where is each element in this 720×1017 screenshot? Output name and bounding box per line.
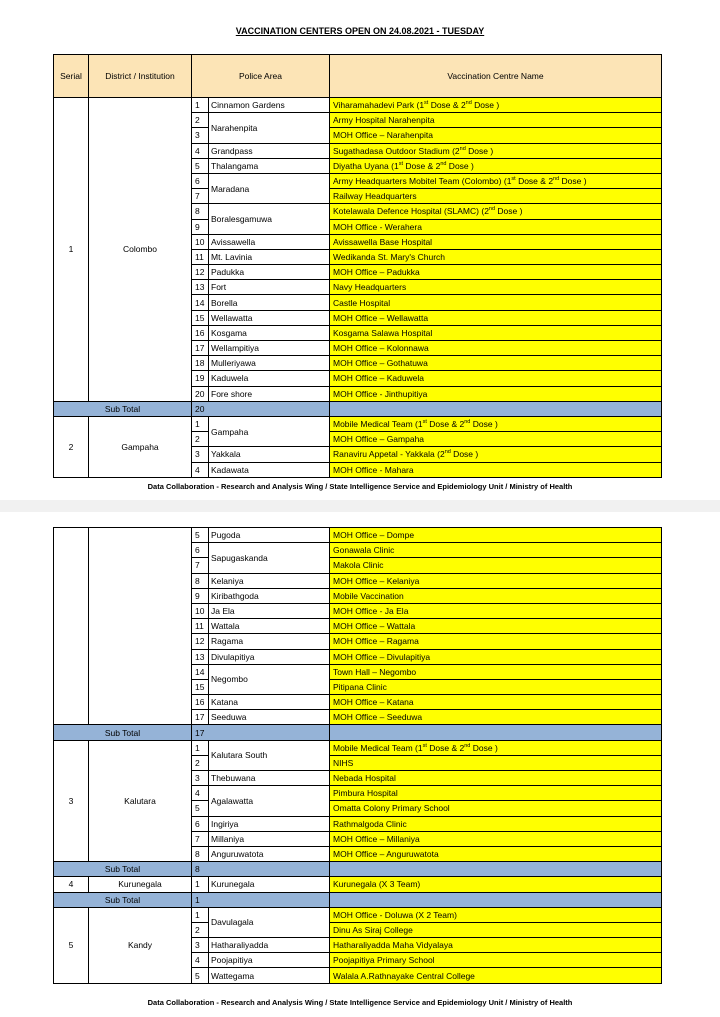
vaccination-centre-name: Pimbura Hospital — [330, 786, 662, 801]
district-cell: Kalutara — [89, 740, 192, 862]
district-cell: Colombo — [89, 98, 192, 402]
vaccination-centre-name: MOH Office - Ja Ela — [330, 603, 662, 618]
police-area-cell: Gampaha — [209, 416, 330, 446]
serial-cell: 3 — [54, 740, 89, 862]
row-number: 19 — [192, 371, 209, 386]
row-number: 5 — [192, 801, 209, 816]
row-number: 6 — [192, 173, 209, 188]
page-separator — [0, 500, 720, 512]
vaccination-table-part-1 — [53, 54, 662, 478]
police-area-cell: Borella — [209, 295, 330, 310]
district-cell: Gampaha — [89, 416, 192, 477]
police-area-cell: Millaniya — [209, 831, 330, 846]
sub-total-label: Sub Total — [54, 401, 192, 416]
vaccination-centre-name: Mobile Medical Team (1st Dose & 2nd Dose ) — [330, 416, 662, 431]
table-row — [54, 907, 662, 922]
vaccination-centre-name: MOH Office – Katana — [330, 695, 662, 710]
vaccination-centre-name: MOH Office - Mahara — [330, 462, 662, 477]
table-row — [54, 98, 662, 113]
vaccination-centre-name: Army Headquarters Mobitel Team (Colombo) (1st Dose & 2nd Dose ) — [330, 173, 662, 188]
vaccination-centre-name: MOH Office – Padukka — [330, 265, 662, 280]
vaccination-centre-name: Kosgama Salawa Hospital — [330, 325, 662, 340]
vaccination-centre-name: Army Hospital Narahenpita — [330, 113, 662, 128]
police-area-cell: Maradana — [209, 173, 330, 203]
sub-total-label: Sub Total — [54, 892, 192, 907]
police-area-cell: Wattala — [209, 619, 330, 634]
footer-credit: Data Collaboration - Research and Analysis Wing / State Intelligence Service and Epidemiology Unit / Ministry of Health — [147, 482, 573, 491]
row-number: 1 — [192, 98, 209, 113]
police-area-cell: Sapugaskanda — [209, 543, 330, 573]
police-area-cell: Wellampitiya — [209, 341, 330, 356]
row-number: 16 — [192, 325, 209, 340]
row-number: 2 — [192, 113, 209, 128]
police-area-cell: Ja Ela — [209, 603, 330, 618]
police-area-cell: Negombo — [209, 664, 330, 694]
police-area-cell: Divulapitiya — [209, 649, 330, 664]
row-number: 1 — [192, 877, 209, 892]
row-number: 17 — [192, 341, 209, 356]
vaccination-centre-name: MOH Office – Anguruwatota — [330, 846, 662, 861]
sub-total-value: 8 — [192, 862, 330, 877]
header-centre-name: Vaccination Centre Name — [330, 55, 662, 98]
vaccination-centre-name: MOH Office – Seeduwa — [330, 710, 662, 725]
row-number: 3 — [192, 447, 209, 462]
table-header-row — [54, 55, 662, 98]
row-number: 1 — [192, 907, 209, 922]
vaccination-centre-name: MOH Office – Divulapitiya — [330, 649, 662, 664]
police-area-cell: Poojapitiya — [209, 953, 330, 968]
row-number: 1 — [192, 416, 209, 431]
table-row — [54, 528, 662, 543]
vaccination-centre-name: Mobile Medical Team (1st Dose & 2nd Dose ) — [330, 740, 662, 755]
district-cell — [89, 528, 192, 725]
vaccination-centre-name: MOH Office – Dompe — [330, 528, 662, 543]
sub-total-blank — [330, 725, 662, 740]
serial-cell — [54, 528, 89, 725]
police-area-cell: Kurunegala — [209, 877, 330, 892]
vaccination-centre-name: Rathmalgoda Clinic — [330, 816, 662, 831]
table-row — [54, 416, 662, 431]
vaccination-centre-name: MOH Office - Werahera — [330, 219, 662, 234]
document-title: VACCINATION CENTERS OPEN ON 24.08.2021 - TUESDAY — [235, 26, 485, 36]
police-area-cell: Kiribathgoda — [209, 588, 330, 603]
vaccination-centre-name: Gonawala Clinic — [330, 543, 662, 558]
row-number: 4 — [192, 462, 209, 477]
vaccination-centre-name: Navy Headquarters — [330, 280, 662, 295]
row-number: 12 — [192, 634, 209, 649]
sub-total-value: 20 — [192, 401, 330, 416]
row-number: 10 — [192, 603, 209, 618]
police-area-cell: Davulagala — [209, 907, 330, 937]
police-area-cell: Thebuwana — [209, 771, 330, 786]
row-number: 9 — [192, 588, 209, 603]
table-row — [54, 740, 662, 755]
district-cell: Kandy — [89, 907, 192, 983]
vaccination-centre-name: Castle Hospital — [330, 295, 662, 310]
sub-total-row — [54, 892, 662, 907]
vaccination-table-part-2 — [53, 527, 662, 984]
footer-credit: Data Collaboration - Research and Analysis Wing / State Intelligence Service and Epidemiology Unit / Ministry of Health — [147, 998, 573, 1007]
row-number: 10 — [192, 234, 209, 249]
row-number: 16 — [192, 695, 209, 710]
row-number: 11 — [192, 249, 209, 264]
row-number: 4 — [192, 953, 209, 968]
vaccination-centre-name: Walala A.Rathnayake Central College — [330, 968, 662, 983]
vaccination-centre-name: Viharamahadevi Park (1st Dose & 2nd Dose ) — [330, 98, 662, 113]
police-area-cell: Yakkala — [209, 447, 330, 462]
vaccination-centre-name: MOH Office – Kolonnawa — [330, 341, 662, 356]
sub-total-label: Sub Total — [54, 862, 192, 877]
police-area-cell: Pugoda — [209, 528, 330, 543]
police-area-cell: Fore shore — [209, 386, 330, 401]
serial-cell: 1 — [54, 98, 89, 402]
police-area-cell: Kelaniya — [209, 573, 330, 588]
vaccination-centre-name: Avissawella Base Hospital — [330, 234, 662, 249]
vaccination-centre-name: Poojapitiya Primary School — [330, 953, 662, 968]
row-number: 5 — [192, 968, 209, 983]
vaccination-centre-name: Town Hall – Negombo — [330, 664, 662, 679]
sub-total-value: 17 — [192, 725, 330, 740]
row-number: 4 — [192, 786, 209, 801]
vaccination-centre-name: Sugathadasa Outdoor Stadium (2nd Dose ) — [330, 143, 662, 158]
row-number: 18 — [192, 356, 209, 371]
vaccination-centre-name: MOH Office – Wellawatta — [330, 310, 662, 325]
row-number: 3 — [192, 938, 209, 953]
police-area-cell: Grandpass — [209, 143, 330, 158]
row-number: 8 — [192, 573, 209, 588]
row-number: 17 — [192, 710, 209, 725]
police-area-cell: Wellawatta — [209, 310, 330, 325]
sub-total-blank — [330, 401, 662, 416]
sub-total-row — [54, 725, 662, 740]
vaccination-centre-name: Wedikanda St. Mary's Church — [330, 249, 662, 264]
row-number: 14 — [192, 664, 209, 679]
vaccination-centre-name: Omatta Colony Primary School — [330, 801, 662, 816]
header-police-area: Police Area — [192, 55, 330, 98]
vaccination-centre-name: Mobile Vaccination — [330, 588, 662, 603]
vaccination-centre-name: Nebada Hospital — [330, 771, 662, 786]
vaccination-centre-name: Makola Clinic — [330, 558, 662, 573]
police-area-cell: Wattegama — [209, 968, 330, 983]
vaccination-centre-name: Kurunegala (X 3 Team) — [330, 877, 662, 892]
row-number: 3 — [192, 128, 209, 143]
row-number: 2 — [192, 922, 209, 937]
police-area-cell: Kaduwela — [209, 371, 330, 386]
row-number: 13 — [192, 280, 209, 295]
police-area-cell: Fort — [209, 280, 330, 295]
row-number: 9 — [192, 219, 209, 234]
vaccination-centre-name: Dinu As Siraj College — [330, 922, 662, 937]
document-page-1 — [0, 0, 720, 500]
vaccination-centre-name: NIHS — [330, 755, 662, 770]
document-page-2 — [0, 512, 720, 1017]
police-area-cell: Narahenpita — [209, 113, 330, 143]
police-area-cell: Mt. Lavinia — [209, 249, 330, 264]
vaccination-centre-name: MOH Office – Kelaniya — [330, 573, 662, 588]
vaccination-centre-name: MOH Office – Millaniya — [330, 831, 662, 846]
row-number: 1 — [192, 740, 209, 755]
row-number: 7 — [192, 189, 209, 204]
row-number: 2 — [192, 432, 209, 447]
police-area-cell: Ingiriya — [209, 816, 330, 831]
row-number: 15 — [192, 679, 209, 694]
vaccination-centre-name: Diyatha Uyana (1st Dose & 2nd Dose ) — [330, 158, 662, 173]
serial-cell: 4 — [54, 877, 89, 892]
police-area-cell: Boralesgamuwa — [209, 204, 330, 234]
row-number: 5 — [192, 158, 209, 173]
district-cell: Kurunegala — [89, 877, 192, 892]
police-area-cell: Mulleriyawa — [209, 356, 330, 371]
sub-total-row — [54, 401, 662, 416]
row-number: 11 — [192, 619, 209, 634]
police-area-cell: Agalawatta — [209, 786, 330, 816]
table-row — [54, 877, 662, 892]
vaccination-centre-name: MOH Office - Doluwa (X 2 Team) — [330, 907, 662, 922]
vaccination-centre-name: Hatharaliyadda Maha Vidyalaya — [330, 938, 662, 953]
police-area-cell: Kosgama — [209, 325, 330, 340]
row-number: 7 — [192, 831, 209, 846]
police-area-cell: Avissawella — [209, 234, 330, 249]
sub-total-label: Sub Total — [54, 725, 192, 740]
police-area-cell: Katana — [209, 695, 330, 710]
serial-cell: 2 — [54, 416, 89, 477]
row-number: 13 — [192, 649, 209, 664]
police-area-cell: Thalangama — [209, 158, 330, 173]
vaccination-centre-name: MOH Office – Wattala — [330, 619, 662, 634]
vaccination-centre-name: MOH Office – Narahenpita — [330, 128, 662, 143]
vaccination-centre-name: MOH Office – Gampaha — [330, 432, 662, 447]
row-number: 7 — [192, 558, 209, 573]
header-district: District / Institution — [89, 55, 192, 98]
row-number: 14 — [192, 295, 209, 310]
vaccination-centre-name: MOH Office – Kaduwela — [330, 371, 662, 386]
police-area-cell: Ragama — [209, 634, 330, 649]
sub-total-row — [54, 862, 662, 877]
row-number: 8 — [192, 846, 209, 861]
header-serial: Serial — [54, 55, 89, 98]
vaccination-centre-name: Pitipana Clinic — [330, 679, 662, 694]
police-area-cell: Anguruwatota — [209, 846, 330, 861]
row-number: 12 — [192, 265, 209, 280]
row-number: 2 — [192, 755, 209, 770]
row-number: 4 — [192, 143, 209, 158]
police-area-cell: Hatharaliyadda — [209, 938, 330, 953]
row-number: 3 — [192, 771, 209, 786]
police-area-cell: Kalutara South — [209, 740, 330, 770]
vaccination-centre-name: MOH Office - Jinthupitiya — [330, 386, 662, 401]
row-number: 15 — [192, 310, 209, 325]
sub-total-blank — [330, 862, 662, 877]
sub-total-value: 1 — [192, 892, 330, 907]
vaccination-centre-name: MOH Office – Ragama — [330, 634, 662, 649]
police-area-cell: Seeduwa — [209, 710, 330, 725]
vaccination-centre-name: Railway Headquarters — [330, 189, 662, 204]
vaccination-centre-name: Ranaviru Appetal - Yakkala (2nd Dose ) — [330, 447, 662, 462]
police-area-cell: Padukka — [209, 265, 330, 280]
row-number: 6 — [192, 543, 209, 558]
vaccination-centre-name: Kotelawala Defence Hospital (SLAMC) (2nd Dose ) — [330, 204, 662, 219]
row-number: 8 — [192, 204, 209, 219]
row-number: 20 — [192, 386, 209, 401]
serial-cell: 5 — [54, 907, 89, 983]
police-area-cell: Cinnamon Gardens — [209, 98, 330, 113]
sub-total-blank — [330, 892, 662, 907]
vaccination-centre-name: MOH Office – Gothatuwa — [330, 356, 662, 371]
row-number: 6 — [192, 816, 209, 831]
police-area-cell: Kadawata — [209, 462, 330, 477]
row-number: 5 — [192, 528, 209, 543]
